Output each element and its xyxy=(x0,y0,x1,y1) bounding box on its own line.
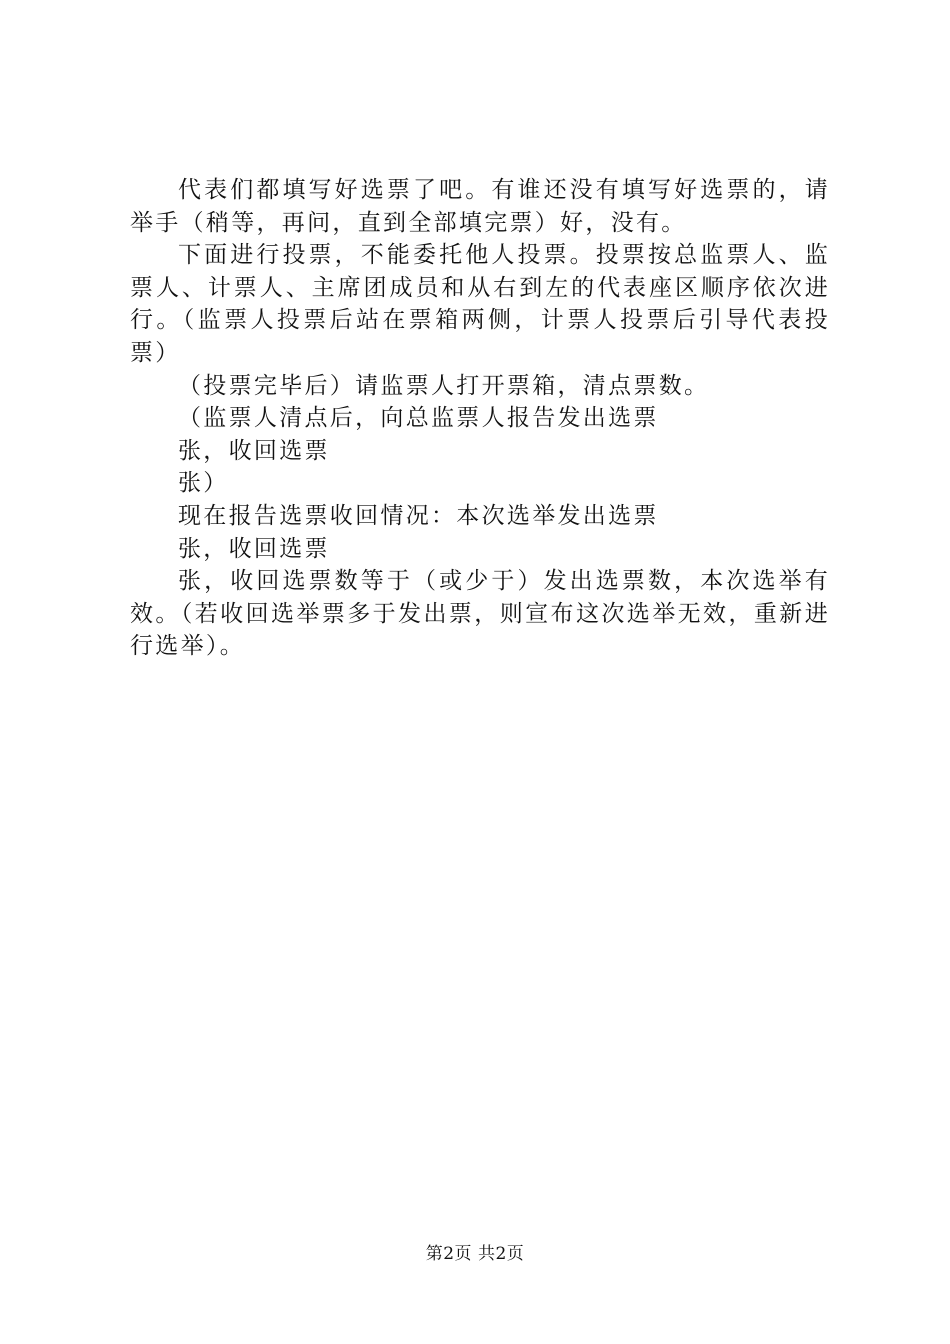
paragraph-count-report: （监票人清点后，向总监票人报告发出选票 xyxy=(178,405,659,432)
paragraph-open-ballot-box: （投票完毕后）请监票人打开票箱，清点票数。 xyxy=(178,372,710,399)
paragraph-result-validity: 张，收回选票数等于（或少于）发出选票数，本次选举有效。（若收回选举票多于发出票，则宣布这次选举无效，重新进行选举）。 xyxy=(130,568,830,660)
page-number-footer: 第2页 共2页 xyxy=(425,1244,525,1264)
paragraph-voting-order: 下面进行投票，不能委托他人投票。投票按总监票人、监票人、计票人、主席团成员和从右到左的代表座区顺序依次进行。（监票人投票后站在票箱两侧，计票人投票后引导代表投票） xyxy=(130,242,830,366)
document-body xyxy=(130,174,830,663)
paragraph-count-report-end: 张） xyxy=(178,470,229,497)
paragraph-result-report: 现在报告选票收回情况：本次选举发出选票 xyxy=(178,502,659,529)
paragraph-ballot-check: 代表们都填写好选票了吧。有谁还没有填写好选票的，请举手（稍等，再问，直到全部填完票）好，没有。 xyxy=(130,177,830,236)
paragraph-result-returned: 张，收回选票 xyxy=(178,535,330,562)
paragraph-count-report-returned: 张，收回选票 xyxy=(178,437,330,464)
